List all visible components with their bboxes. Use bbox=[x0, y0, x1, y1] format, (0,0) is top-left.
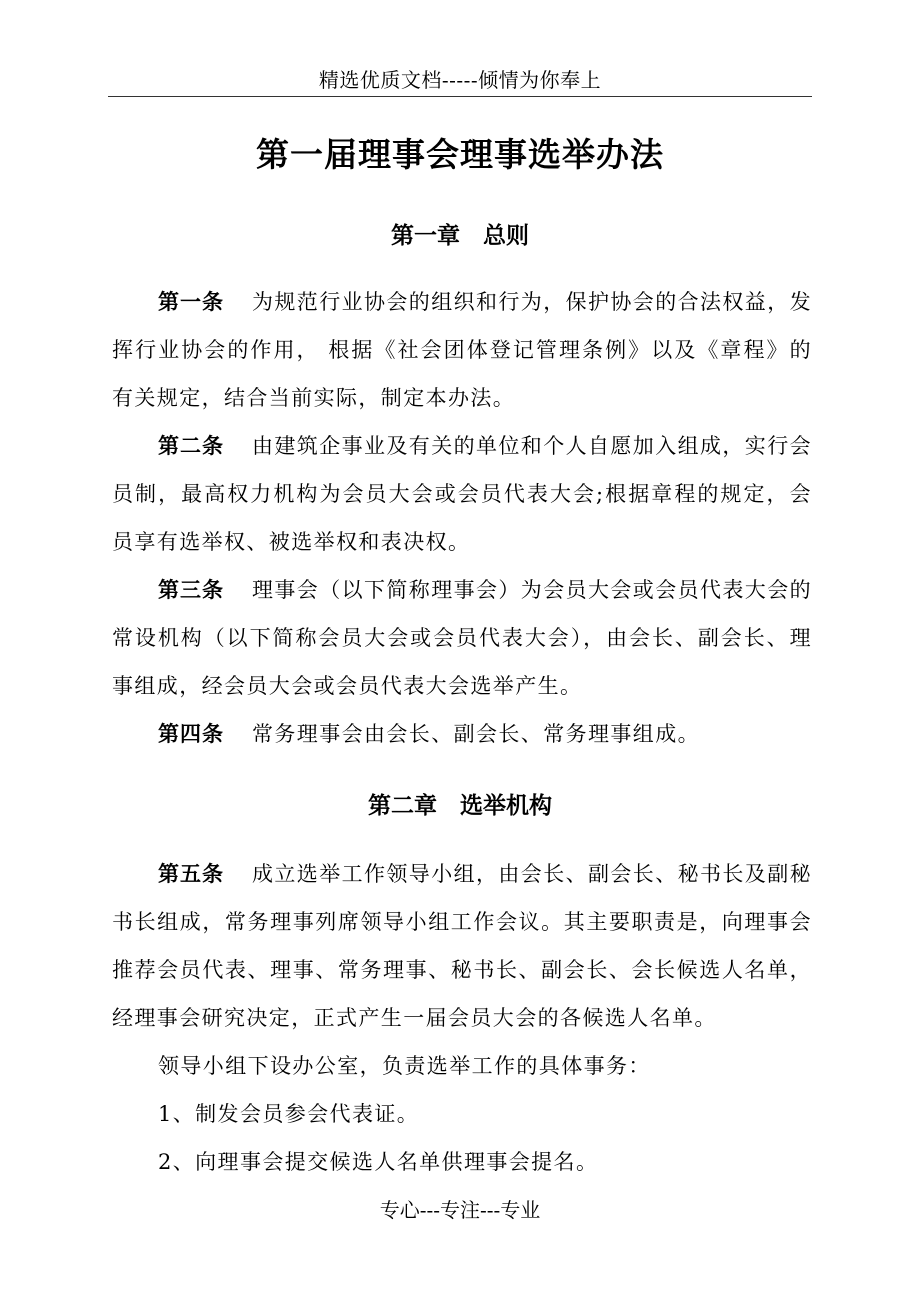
article-5-text: 成立选举工作领导小组，由会长、副会长、秘书长及副秘书长组成，常务理事列席领导小组工作会议。其主要职责是，向理事会推荐会员代表、理事、常务理事、秘书长、副会长、会长候选人名单，经理事会研究决定，正式产生一届会员大会的各候选人名单。 bbox=[112, 862, 812, 1030]
article-4-text: 常务理事会由会长、副会长、常务理事组成。 bbox=[252, 722, 700, 746]
article-3-label: 第三条 bbox=[158, 578, 224, 602]
article-2 bbox=[112, 422, 812, 566]
article-1-text: 为规范行业协会的组织和行为，保护协会的合法权益，发挥行业协会的作用， 根据《社会团体登记管理条例》以及《章程》的有关规定，结合当前实际，制定本办法。 bbox=[112, 290, 812, 410]
article-3-text: 理事会（以下简称理事会）为会员大会或会员代表大会的常设机构（以下简称会员大会或会员代表大会），由会长、副会长、理事组成，经会员大会或会员代表大会选举产生。 bbox=[112, 578, 812, 698]
article-2-text: 由建筑企事业及有关的单位和个人自愿加入组成，实行会员制，最高权力机构为会员大会或会员代表大会;根据章程的规定，会员享有选举权、被选举权和表决权。 bbox=[112, 434, 812, 554]
article-4-label: 第四条 bbox=[158, 722, 224, 746]
list-item-1: 1、制发会员参会代表证。 bbox=[158, 1102, 420, 1126]
list-item-2: 2、向理事会提交候选人名单供理事会提名。 bbox=[158, 1150, 599, 1174]
article-1 bbox=[112, 278, 812, 422]
document-title: 第一届理事会理事选举办法 bbox=[256, 135, 664, 174]
header-rule bbox=[108, 96, 812, 97]
article-5 bbox=[112, 850, 812, 1042]
article-2-label: 第二条 bbox=[158, 434, 224, 458]
article-4 bbox=[112, 710, 812, 758]
chapter-2-heading: 第二章 选举机构 bbox=[368, 793, 552, 819]
article-3 bbox=[112, 566, 812, 710]
article-5-label: 第五条 bbox=[158, 862, 224, 886]
chapter-1-body bbox=[112, 278, 812, 758]
chapter-2-body bbox=[112, 850, 812, 1186]
page-header: 精选优质文档-----倾情为你奉上 bbox=[318, 68, 602, 92]
page-footer: 专心---专注---专业 bbox=[379, 1198, 541, 1222]
paragraph-office: 领导小组下设办公室，负责选举工作的具体事务： bbox=[158, 1054, 651, 1078]
article-1-label: 第一条 bbox=[158, 290, 224, 314]
chapter-1-heading: 第一章 总则 bbox=[391, 223, 529, 249]
